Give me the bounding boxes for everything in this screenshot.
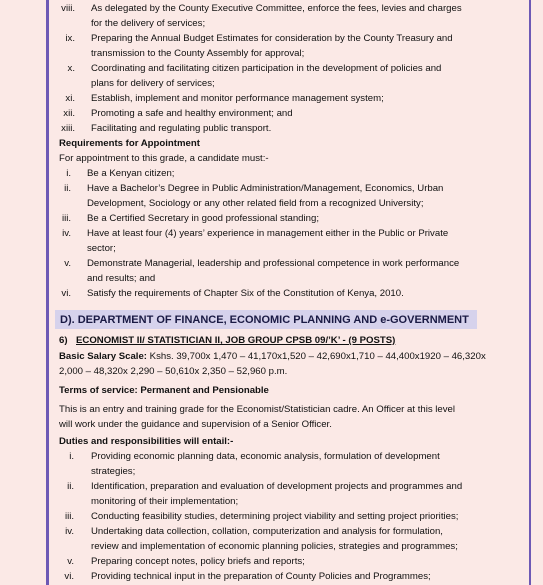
- list-item-text: monitoring of their implementation;: [91, 496, 239, 507]
- list-number: ix.: [65, 33, 75, 44]
- list-number: v.: [64, 258, 71, 269]
- list-number: ii.: [67, 481, 74, 492]
- list-item-text: sector;: [87, 243, 116, 254]
- list-number: v.: [67, 556, 74, 567]
- requirements-heading: Requirements for Appointment: [59, 138, 200, 149]
- salary-line-continued: 2,000 – 48,320x 2,290 – 50,610x 2,350 – 52,960 p.m.: [59, 366, 288, 377]
- list-number: i.: [69, 451, 74, 462]
- list-number: viii.: [61, 3, 75, 14]
- list-item-text: Promoting a safe and healthy environment; and: [91, 108, 293, 119]
- list-number: xiii.: [61, 123, 75, 134]
- list-number: iii.: [64, 511, 74, 522]
- list-number: ii.: [64, 183, 71, 194]
- list-number: iv.: [65, 526, 74, 537]
- list-item-text: for the delivery of services;: [91, 18, 206, 29]
- list-item-text: Be a Kenyan citizen;: [87, 168, 175, 179]
- list-item-text: Undertaking data collection, collation, computerization and analysis for formulation,: [91, 526, 443, 537]
- salary-scale: Kshs. 39,700x 1,470 – 41,170x1,520 – 42,690x1,710 – 44,400x1920 – 46,320x: [147, 351, 486, 362]
- job-number: 6): [59, 335, 68, 346]
- list-number: xii.: [63, 108, 75, 119]
- list-item-text: Demonstrate Managerial, leadership and professional competence in work performance: [87, 258, 460, 269]
- salary-line: [59, 351, 486, 363]
- intro-paragraph-line: will work under the guidance and supervision of a Senior Officer.: [59, 419, 332, 430]
- list-item-text: Facilitating and regulating public transport.: [91, 123, 272, 134]
- list-number: vi.: [61, 288, 71, 299]
- list-item-text: Have a Bachelor’s Degree in Public Administration/Management, Economics, Urban: [87, 183, 444, 194]
- list-number: iv.: [62, 228, 71, 239]
- list-item-text: transmission to the County Assembly for approval;: [91, 48, 305, 59]
- list-item-text: Development, Sociology or any other related field from a recognized University;: [87, 198, 424, 209]
- list-number: iii.: [61, 213, 71, 224]
- list-item-text: As delegated by the County Executive Committee, enforce the fees, levies and charges: [91, 3, 462, 14]
- list-item-text: plans for delivery of services;: [91, 78, 215, 89]
- list-item-text: Have at least four (4) years’ experience in management either in the Public or Private: [87, 228, 449, 239]
- list-item-text: Conducting feasibility studies, determining project viability and setting project priorities;: [91, 511, 459, 522]
- terms-of-service: Terms of service: Permanent and Pensionable: [59, 385, 269, 396]
- list-item-text: Satisfy the requirements of Chapter Six of the Constitution of Kenya, 2010.: [87, 288, 404, 299]
- page-border-right: [529, 0, 531, 585]
- list-item-text: strategies;: [91, 466, 136, 477]
- list-item-text: Providing economic planning data, economic analysis, formulation of development: [91, 451, 440, 462]
- job-title: ECONOMIST II/ STATISTICIAN II, JOB GROUP CPSB 09/’K’ - (9 POSTS): [76, 335, 396, 346]
- list-item-text: Preparing concept notes, policy briefs and reports;: [91, 556, 305, 567]
- list-number: x.: [67, 63, 75, 74]
- section-title: D). DEPARTMENT OF FINANCE, ECONOMIC PLANNING AND e-GOVERNMENT: [60, 314, 469, 326]
- duties-heading: Duties and responsibilities will entail:-: [59, 436, 234, 447]
- list-number: i.: [66, 168, 71, 179]
- salary-label: Basic Salary Scale:: [59, 351, 148, 362]
- list-item-text: Coordinating and facilitating citizen participation in the development of policies and: [91, 63, 442, 74]
- list-number: xi.: [65, 93, 75, 104]
- intro-paragraph-line: This is an entry and training grade for the Economist/Statistician cadre. An Officer at this level: [59, 404, 456, 415]
- requirements-intro: For appointment to this grade, a candidate must:-: [59, 153, 269, 164]
- list-item-text: Establish, implement and monitor performance management system;: [91, 93, 384, 104]
- list-item-text: Be a Certified Secretary in good professional standing;: [87, 213, 319, 224]
- list-number: vi.: [64, 571, 74, 582]
- list-item-text: and results; and: [87, 273, 156, 284]
- list-item-text: review and implementation of economic planning policies, strategies and programmes;: [91, 541, 458, 552]
- list-item-text: Providing technical input in the preparation of County Policies and Programmes;: [91, 571, 431, 582]
- list-item-text: Preparing the Annual Budget Estimates for consideration by the County Treasury and: [91, 33, 453, 44]
- list-item-text: Identification, preparation and evaluation of development projects and programmes and: [91, 481, 463, 492]
